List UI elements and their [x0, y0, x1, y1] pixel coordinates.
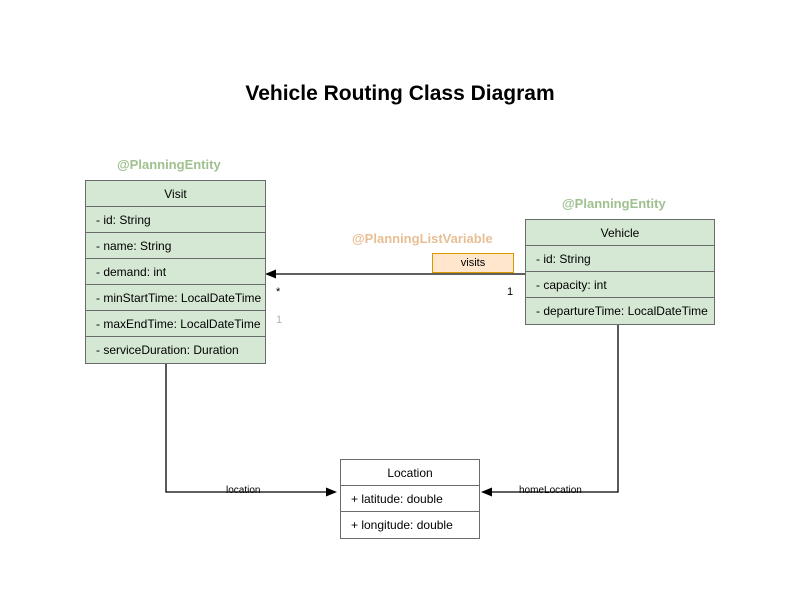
class-name-location: Location	[341, 460, 479, 486]
class-name-visit: Visit	[86, 181, 265, 207]
stereotype-planning-list-variable: @PlanningListVariable	[352, 231, 493, 246]
association-badge-visits: visits	[432, 253, 514, 273]
class-attribute: - id: String	[86, 207, 265, 233]
stereotype-visit: @PlanningEntity	[117, 157, 221, 172]
class-attribute: - serviceDuration: Duration	[96, 343, 239, 357]
multiplicity-vehicle-side: 1	[507, 286, 514, 298]
class-attribute: - departureTime: LocalDateTime	[536, 304, 708, 318]
class-attribute: - demand: int	[86, 259, 265, 285]
class-box-visit	[85, 180, 266, 364]
class-box-vehicle	[525, 219, 715, 325]
multiplicity-visit-side: *	[276, 286, 281, 298]
class-attribute: - name: String	[86, 233, 265, 259]
class-attribute: - id: String	[526, 246, 714, 272]
class-attribute: - maxEndTime: LocalDateTime	[86, 311, 265, 337]
stereotype-vehicle: @PlanningEntity	[562, 196, 666, 211]
page-title: Vehicle Routing Class Diagram	[245, 82, 555, 105]
class-attribute: + longitude: double	[351, 518, 453, 532]
edge-label-home-location: homeLocation	[519, 485, 582, 496]
edge-label-location: location	[226, 485, 261, 496]
multiplicity-visit-location: 1	[276, 314, 283, 326]
class-attribute: - capacity: int	[526, 272, 714, 298]
class-attribute: + latitude: double	[341, 486, 479, 512]
class-box-location	[340, 459, 480, 539]
class-attribute: - minStartTime: LocalDateTime	[86, 285, 265, 311]
class-name-vehicle: Vehicle	[526, 220, 714, 246]
